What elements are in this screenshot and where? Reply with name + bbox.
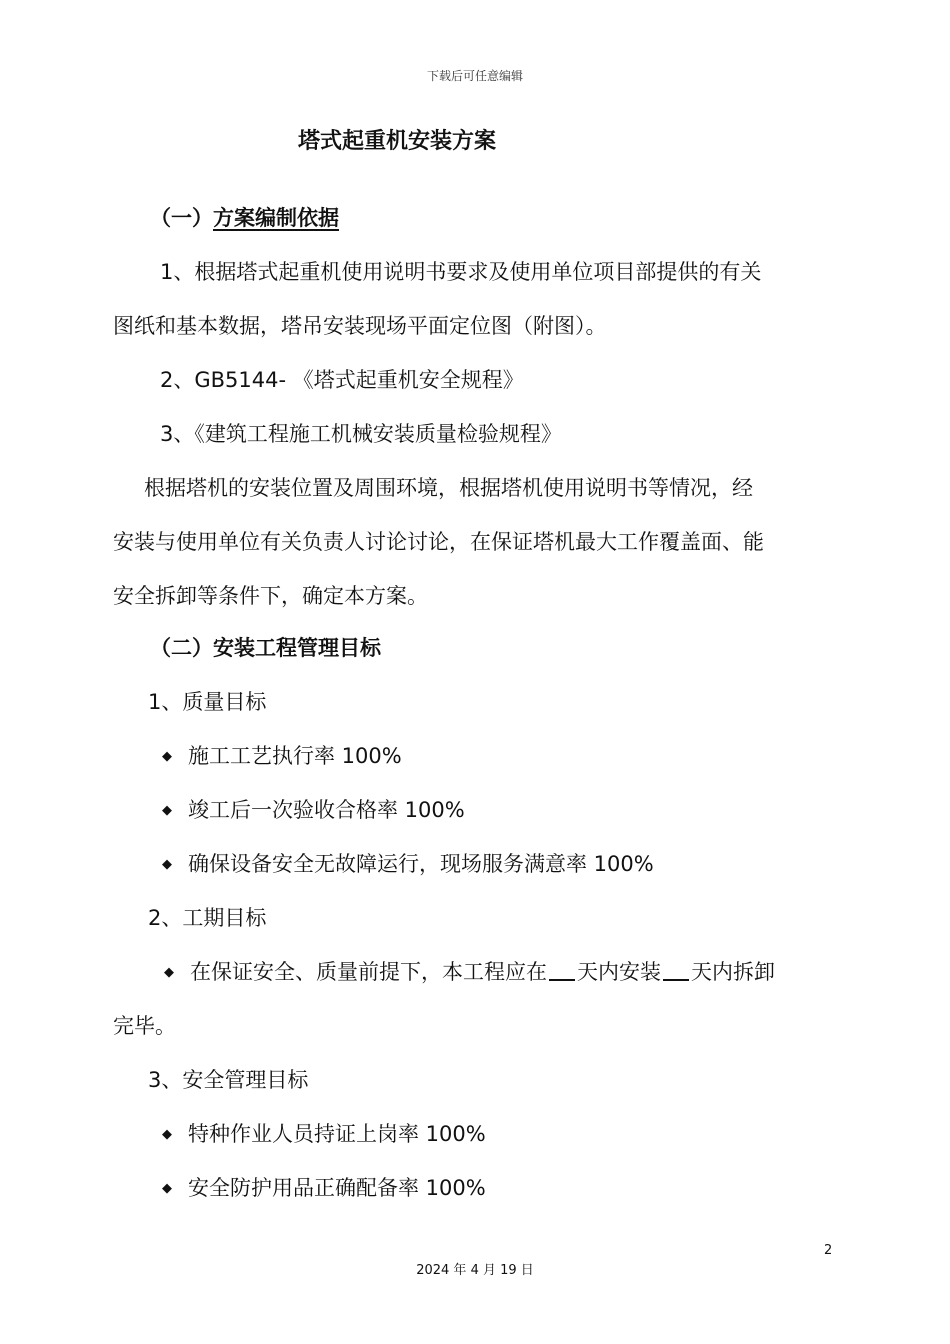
blank-field: [549, 959, 575, 981]
list-item: ◆ 施工工艺执行率 100%: [162, 744, 402, 768]
section-heading-targets: （二）安装工程管理目标: [150, 636, 381, 660]
diamond-bullet-icon: ◆: [162, 803, 172, 818]
list-item: ◆ 安全防护用品正确配备率 100%: [162, 1176, 486, 1200]
list-item: ◆ 竣工后一次验收合格率 100%: [162, 798, 465, 822]
diamond-bullet-icon: ◆: [162, 857, 172, 872]
paragraph-line: 安全拆卸等条件下，确定本方案。: [113, 584, 428, 608]
diamond-bullet-icon: ◆: [162, 1181, 172, 1196]
list-item: ◆ 在保证安全、质量前提下，本工程应在 天内安装 天内拆卸: [164, 960, 775, 984]
list-item: ◆ 特种作业人员持证上岗率 100%: [162, 1122, 486, 1146]
blank-field: [663, 959, 689, 981]
section-heading-basis: [150, 202, 339, 232]
subheading-safety: 3、安全管理目标: [148, 1068, 309, 1092]
section-title: 方案编制依据: [213, 206, 339, 230]
paragraph-line: 完毕。: [113, 1014, 176, 1038]
subheading-schedule: 2、工期目标: [148, 906, 267, 930]
list-item: ◆ 确保设备安全无故障运行，现场服务满意率 100%: [162, 852, 654, 876]
document-title: 塔式起重机安装方案: [298, 129, 497, 154]
paragraph-line: 3、《建筑工程施工机械安装质量检验规程》: [160, 422, 562, 446]
subheading-quality: 1、质量目标: [148, 690, 267, 714]
paragraph-line: 2、GB5144- 《塔式起重机安全规程》: [160, 368, 524, 392]
paragraph-line: 1、根据塔式起重机使用说明书要求及使用单位项目部提供的有关: [160, 260, 762, 284]
paragraph-line: 图纸和基本数据，塔吊安装现场平面定位图（附图）。: [113, 314, 607, 338]
diamond-bullet-icon: ◆: [162, 749, 172, 764]
paragraph-line: 根据塔机的安装位置及周围环境，根据塔机使用说明书等情况，经: [144, 476, 753, 500]
diamond-bullet-icon: ◆: [164, 965, 174, 980]
paragraph-line: 安装与使用单位有关负责人讨论讨论，在保证塔机最大工作覆盖面、能: [113, 530, 764, 554]
diamond-bullet-icon: ◆: [162, 1127, 172, 1142]
page-header: 下载后可任意编辑: [426, 69, 523, 83]
page-footer-date: 2024 年 4 月 19 日: [416, 1263, 534, 1278]
section-number: （一）: [150, 206, 213, 230]
page-number: 2: [824, 1243, 833, 1258]
